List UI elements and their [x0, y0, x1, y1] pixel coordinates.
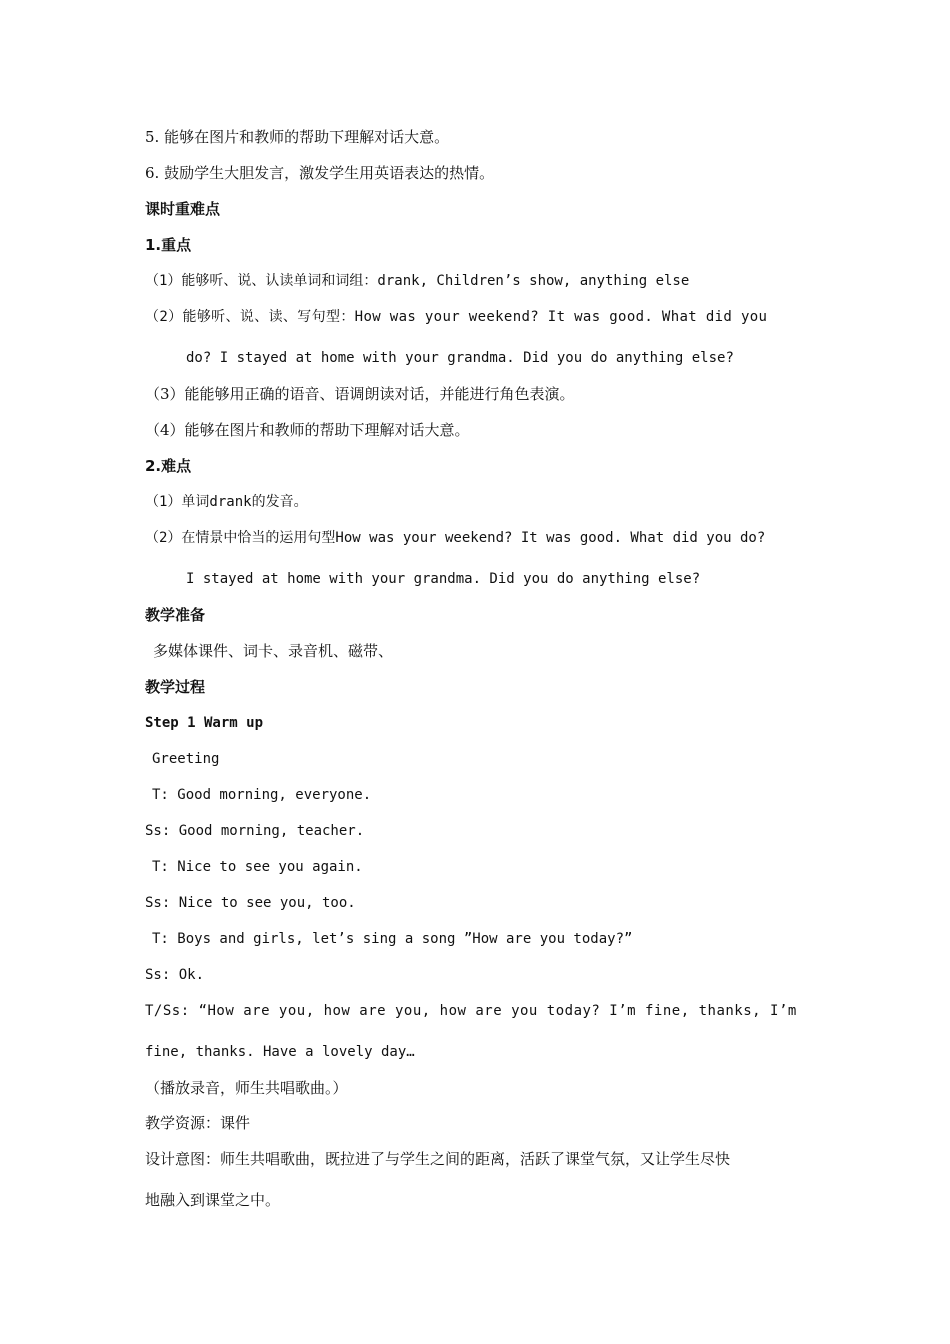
difficulty-item-2-continued: I stayed at home with your grandma. Did you do anything else?: [186, 571, 701, 587]
teaching-resources: 教学资源：课件: [145, 1114, 251, 1132]
dialogue-line: T/Ss: “How are you, how are you, how are you today? I’m fine, thanks, I’m: [145, 1003, 797, 1019]
focus-item-1: （1）能够听、说、认读单词和词组：drank, Children’s show, anything else: [145, 273, 690, 289]
focus-item-4: （4）能够在图片和教师的帮助下理解对话大意。: [145, 421, 470, 439]
difficulty-item-1: （1）单词drank的发音。: [145, 494, 308, 510]
dialogue-line: T: Boys and girls, let’s sing a song ”How are you today?”: [152, 931, 633, 947]
dialogue-greeting: Greeting: [152, 751, 220, 767]
dialogue-line-continued: fine, thanks. Have a lovely day…: [145, 1044, 415, 1060]
difficulty-item-2: （2）在情景中恰当的运用句型How was your weekend? It was good. What did you do?: [145, 530, 766, 546]
objective-5: 5. 能够在图片和教师的帮助下理解对话大意。: [145, 128, 450, 146]
dialogue-line: Ss: Ok.: [145, 967, 205, 983]
preparation-materials: 多媒体课件、词卡、录音机、磁带、: [153, 642, 394, 660]
activity-note: （播放录音，师生共唱歌曲。）: [145, 1079, 348, 1097]
focus-item-2: （2）能够听、说、读、写句型：How was your weekend? It was good. What did you: [145, 309, 768, 325]
section-heading-preparation: 教学准备: [145, 606, 206, 624]
design-intent: 设计意图：师生共唱歌曲，既拉进了与学生之间的距离，活跃了课堂气氛，又让学生尽快: [145, 1150, 731, 1168]
focus-item-2-continued: do? I stayed at home with your grandma. Did you do anything else?: [186, 350, 734, 366]
subheading-focus: 1.重点: [145, 236, 192, 254]
dialogue-line: Ss: Good morning, teacher.: [145, 823, 365, 839]
focus-item-3: （3）能能够用正确的语音、语调朗读对话，并能进行角色表演。: [145, 385, 575, 403]
section-heading-key-points: 课时重难点: [145, 200, 221, 218]
dialogue-line: Ss: Nice to see you, too.: [145, 895, 356, 911]
subheading-difficulty: 2.难点: [145, 457, 192, 475]
dialogue-line: T: Good morning, everyone.: [152, 787, 372, 803]
step-1-heading: Step 1 Warm up: [145, 715, 264, 731]
objective-6: 6. 鼓励学生大胆发言，激发学生用英语表达的热情。: [145, 164, 495, 182]
design-intent-continued: 地融入到课堂之中。: [145, 1191, 281, 1209]
section-heading-process: 教学过程: [145, 678, 206, 696]
dialogue-line: T: Nice to see you again.: [152, 859, 363, 875]
